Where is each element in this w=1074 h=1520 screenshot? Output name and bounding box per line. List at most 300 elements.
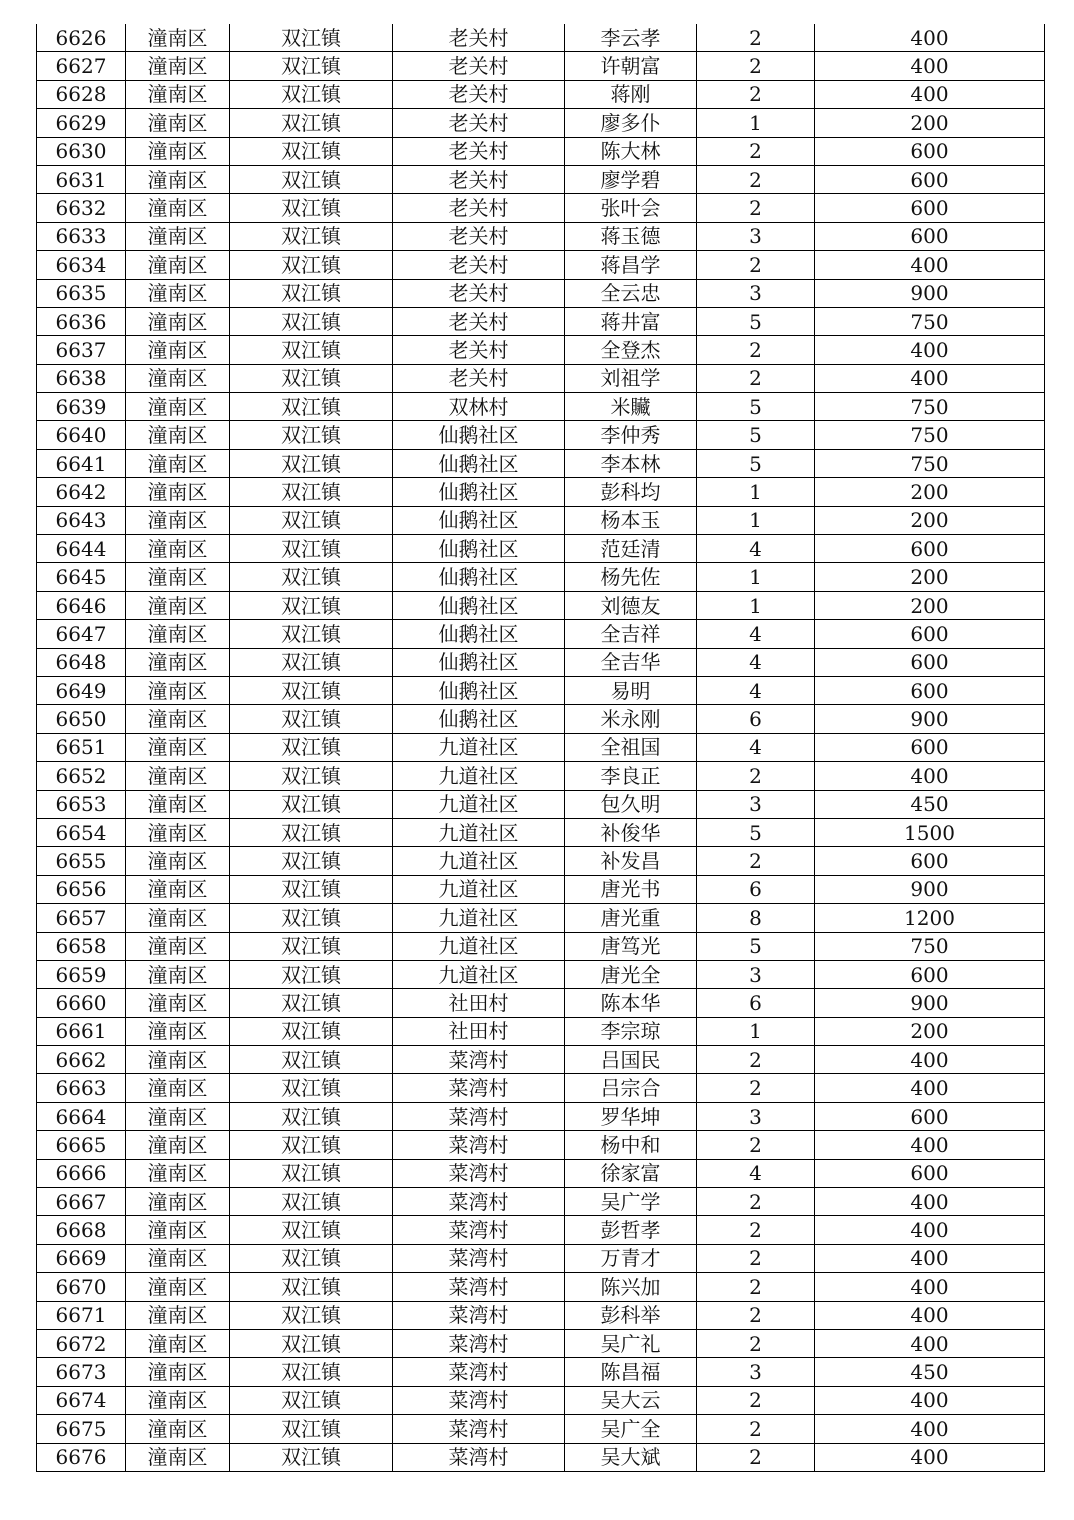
row-number-cell: 6672 — [37, 1329, 126, 1357]
row-number-cell: 6659 — [37, 960, 126, 988]
row-number-cell: 6673 — [37, 1358, 126, 1386]
town-cell: 双江镇 — [230, 80, 393, 108]
district-cell: 潼南区 — [126, 960, 230, 988]
town-cell: 双江镇 — [230, 1188, 393, 1216]
name-cell: 李云孝 — [565, 24, 697, 52]
amount-cell: 600 — [815, 648, 1045, 676]
household-size-cell: 2 — [697, 1216, 815, 1244]
household-size-cell: 2 — [697, 1244, 815, 1272]
amount-cell: 450 — [815, 790, 1045, 818]
district-cell: 潼南区 — [126, 904, 230, 932]
table-row — [37, 1358, 1045, 1386]
town-cell: 双江镇 — [230, 620, 393, 648]
name-cell: 廖学碧 — [565, 165, 697, 193]
table-row — [37, 52, 1045, 80]
town-cell: 双江镇 — [230, 1415, 393, 1443]
village-cell: 九道社区 — [393, 762, 565, 790]
table-row — [37, 1216, 1045, 1244]
village-cell: 仙鹅社区 — [393, 478, 565, 506]
household-size-cell: 2 — [697, 24, 815, 52]
name-cell: 蒋井富 — [565, 307, 697, 335]
district-cell: 潼南区 — [126, 1244, 230, 1272]
row-number-cell: 6638 — [37, 364, 126, 392]
name-cell: 陈大林 — [565, 137, 697, 165]
name-cell: 吴广学 — [565, 1188, 697, 1216]
table-row — [37, 1046, 1045, 1074]
name-cell: 徐家富 — [565, 1159, 697, 1187]
row-number-cell: 6633 — [37, 222, 126, 250]
household-size-cell: 4 — [697, 535, 815, 563]
household-size-cell: 3 — [697, 1358, 815, 1386]
household-size-cell: 2 — [697, 1386, 815, 1414]
town-cell: 双江镇 — [230, 989, 393, 1017]
table-row — [37, 1273, 1045, 1301]
name-cell: 万青才 — [565, 1244, 697, 1272]
town-cell: 双江镇 — [230, 1074, 393, 1102]
town-cell: 双江镇 — [230, 648, 393, 676]
village-cell: 仙鹅社区 — [393, 705, 565, 733]
name-cell: 米贜 — [565, 393, 697, 421]
amount-cell: 400 — [815, 1188, 1045, 1216]
amount-cell: 200 — [815, 478, 1045, 506]
town-cell: 双江镇 — [230, 591, 393, 619]
row-number-cell: 6649 — [37, 676, 126, 704]
district-cell: 潼南区 — [126, 165, 230, 193]
table-row — [37, 847, 1045, 875]
amount-cell: 600 — [815, 847, 1045, 875]
village-cell: 菜湾村 — [393, 1386, 565, 1414]
village-cell: 九道社区 — [393, 904, 565, 932]
row-number-cell: 6651 — [37, 733, 126, 761]
row-number-cell: 6630 — [37, 137, 126, 165]
table-row — [37, 222, 1045, 250]
row-number-cell: 6667 — [37, 1188, 126, 1216]
row-number-cell: 6644 — [37, 535, 126, 563]
village-cell: 仙鹅社区 — [393, 421, 565, 449]
row-number-cell: 6645 — [37, 563, 126, 591]
village-cell: 仙鹅社区 — [393, 591, 565, 619]
amount-cell: 600 — [815, 1159, 1045, 1187]
household-size-cell: 3 — [697, 960, 815, 988]
amount-cell: 400 — [815, 1386, 1045, 1414]
household-size-cell: 2 — [697, 1131, 815, 1159]
row-number-cell: 6648 — [37, 648, 126, 676]
town-cell: 双江镇 — [230, 52, 393, 80]
amount-cell: 400 — [815, 1329, 1045, 1357]
name-cell: 米永刚 — [565, 705, 697, 733]
town-cell: 双江镇 — [230, 506, 393, 534]
name-cell: 杨本玉 — [565, 506, 697, 534]
town-cell: 双江镇 — [230, 1102, 393, 1130]
table-row — [37, 960, 1045, 988]
village-cell: 菜湾村 — [393, 1301, 565, 1329]
village-cell: 菜湾村 — [393, 1131, 565, 1159]
town-cell: 双江镇 — [230, 137, 393, 165]
village-cell: 菜湾村 — [393, 1188, 565, 1216]
table-row — [37, 932, 1045, 960]
name-cell: 全云忠 — [565, 279, 697, 307]
row-number-cell: 6642 — [37, 478, 126, 506]
table-row — [37, 194, 1045, 222]
name-cell: 全吉祥 — [565, 620, 697, 648]
district-cell: 潼南区 — [126, 733, 230, 761]
town-cell: 双江镇 — [230, 1017, 393, 1045]
amount-cell: 200 — [815, 109, 1045, 137]
town-cell: 双江镇 — [230, 393, 393, 421]
town-cell: 双江镇 — [230, 1358, 393, 1386]
town-cell: 双江镇 — [230, 960, 393, 988]
name-cell: 吴大云 — [565, 1386, 697, 1414]
name-cell: 吴广礼 — [565, 1329, 697, 1357]
row-number-cell: 6670 — [37, 1273, 126, 1301]
household-size-cell: 3 — [697, 1102, 815, 1130]
household-size-cell: 8 — [697, 904, 815, 932]
town-cell: 双江镇 — [230, 818, 393, 846]
row-number-cell: 6674 — [37, 1386, 126, 1414]
table-row — [37, 818, 1045, 846]
district-cell: 潼南区 — [126, 762, 230, 790]
name-cell: 蒋玉德 — [565, 222, 697, 250]
household-size-cell: 2 — [697, 1415, 815, 1443]
town-cell: 双江镇 — [230, 109, 393, 137]
village-cell: 仙鹅社区 — [393, 620, 565, 648]
village-cell: 菜湾村 — [393, 1244, 565, 1272]
row-number-cell: 6634 — [37, 251, 126, 279]
village-cell: 老关村 — [393, 165, 565, 193]
household-size-cell: 2 — [697, 52, 815, 80]
household-size-cell: 4 — [697, 733, 815, 761]
town-cell: 双江镇 — [230, 762, 393, 790]
row-number-cell: 6664 — [37, 1102, 126, 1130]
town-cell: 双江镇 — [230, 1329, 393, 1357]
household-size-cell: 1 — [697, 1017, 815, 1045]
household-size-cell: 2 — [697, 251, 815, 279]
table-row — [37, 24, 1045, 52]
row-number-cell: 6653 — [37, 790, 126, 818]
town-cell: 双江镇 — [230, 24, 393, 52]
row-number-cell: 6626 — [37, 24, 126, 52]
household-size-cell: 1 — [697, 506, 815, 534]
amount-cell: 400 — [815, 1216, 1045, 1244]
row-number-cell: 6669 — [37, 1244, 126, 1272]
name-cell: 彭科均 — [565, 478, 697, 506]
row-number-cell: 6641 — [37, 449, 126, 477]
district-cell: 潼南区 — [126, 393, 230, 421]
district-cell: 潼南区 — [126, 1188, 230, 1216]
village-cell: 社田村 — [393, 1017, 565, 1045]
table-row — [37, 137, 1045, 165]
district-cell: 潼南区 — [126, 307, 230, 335]
household-size-cell: 2 — [697, 165, 815, 193]
row-number-cell: 6635 — [37, 279, 126, 307]
table-row — [37, 1415, 1045, 1443]
household-size-cell: 6 — [697, 989, 815, 1017]
district-cell: 潼南区 — [126, 818, 230, 846]
row-number-cell: 6668 — [37, 1216, 126, 1244]
household-size-cell: 2 — [697, 137, 815, 165]
town-cell: 双江镇 — [230, 1273, 393, 1301]
amount-cell: 600 — [815, 620, 1045, 648]
name-cell: 陈本华 — [565, 989, 697, 1017]
district-cell: 潼南区 — [126, 80, 230, 108]
village-cell: 老关村 — [393, 24, 565, 52]
table-row — [37, 165, 1045, 193]
name-cell: 唐光全 — [565, 960, 697, 988]
district-cell: 潼南区 — [126, 1443, 230, 1471]
amount-cell: 400 — [815, 1273, 1045, 1301]
village-cell: 仙鹅社区 — [393, 449, 565, 477]
amount-cell: 1500 — [815, 818, 1045, 846]
town-cell: 双江镇 — [230, 1244, 393, 1272]
table-row — [37, 449, 1045, 477]
village-cell: 九道社区 — [393, 875, 565, 903]
village-cell: 老关村 — [393, 364, 565, 392]
village-cell: 九道社区 — [393, 847, 565, 875]
name-cell: 吴广全 — [565, 1415, 697, 1443]
name-cell: 李良正 — [565, 762, 697, 790]
district-cell: 潼南区 — [126, 1358, 230, 1386]
table-row — [37, 904, 1045, 932]
table-row — [37, 790, 1045, 818]
district-cell: 潼南区 — [126, 847, 230, 875]
district-cell: 潼南区 — [126, 648, 230, 676]
table-row — [37, 591, 1045, 619]
roster-table — [36, 24, 1045, 1472]
village-cell: 九道社区 — [393, 818, 565, 846]
household-size-cell: 3 — [697, 279, 815, 307]
amount-cell: 400 — [815, 251, 1045, 279]
row-number-cell: 6639 — [37, 393, 126, 421]
table-row — [37, 620, 1045, 648]
household-size-cell: 6 — [697, 875, 815, 903]
household-size-cell: 5 — [697, 393, 815, 421]
amount-cell: 200 — [815, 591, 1045, 619]
amount-cell: 600 — [815, 960, 1045, 988]
table-row — [37, 563, 1045, 591]
table-row — [37, 478, 1045, 506]
name-cell: 补发昌 — [565, 847, 697, 875]
town-cell: 双江镇 — [230, 1301, 393, 1329]
household-size-cell: 1 — [697, 109, 815, 137]
village-cell: 双林村 — [393, 393, 565, 421]
district-cell: 潼南区 — [126, 449, 230, 477]
district-cell: 潼南区 — [126, 194, 230, 222]
district-cell: 潼南区 — [126, 1046, 230, 1074]
row-number-cell: 6656 — [37, 875, 126, 903]
row-number-cell: 6663 — [37, 1074, 126, 1102]
table-row — [37, 1188, 1045, 1216]
name-cell: 陈昌福 — [565, 1358, 697, 1386]
amount-cell: 450 — [815, 1358, 1045, 1386]
town-cell: 双江镇 — [230, 279, 393, 307]
district-cell: 潼南区 — [126, 1415, 230, 1443]
row-number-cell: 6660 — [37, 989, 126, 1017]
row-number-cell: 6646 — [37, 591, 126, 619]
table-row — [37, 676, 1045, 704]
table-row — [37, 421, 1045, 449]
town-cell: 双江镇 — [230, 478, 393, 506]
household-size-cell: 1 — [697, 478, 815, 506]
amount-cell: 400 — [815, 24, 1045, 52]
amount-cell: 400 — [815, 80, 1045, 108]
town-cell: 双江镇 — [230, 563, 393, 591]
town-cell: 双江镇 — [230, 932, 393, 960]
table-row — [37, 251, 1045, 279]
household-size-cell: 5 — [697, 932, 815, 960]
town-cell: 双江镇 — [230, 904, 393, 932]
village-cell: 菜湾村 — [393, 1329, 565, 1357]
town-cell: 双江镇 — [230, 1131, 393, 1159]
district-cell: 潼南区 — [126, 989, 230, 1017]
household-size-cell: 2 — [697, 847, 815, 875]
district-cell: 潼南区 — [126, 478, 230, 506]
household-size-cell: 2 — [697, 1273, 815, 1301]
name-cell: 张叶会 — [565, 194, 697, 222]
row-number-cell: 6652 — [37, 762, 126, 790]
village-cell: 九道社区 — [393, 932, 565, 960]
district-cell: 潼南区 — [126, 222, 230, 250]
row-number-cell: 6637 — [37, 336, 126, 364]
district-cell: 潼南区 — [126, 535, 230, 563]
table-row — [37, 1244, 1045, 1272]
district-cell: 潼南区 — [126, 336, 230, 364]
town-cell: 双江镇 — [230, 251, 393, 279]
household-size-cell: 1 — [697, 563, 815, 591]
amount-cell: 1200 — [815, 904, 1045, 932]
amount-cell: 400 — [815, 1046, 1045, 1074]
amount-cell: 900 — [815, 875, 1045, 903]
amount-cell: 400 — [815, 52, 1045, 80]
amount-cell: 600 — [815, 222, 1045, 250]
household-size-cell: 2 — [697, 364, 815, 392]
village-cell: 老关村 — [393, 80, 565, 108]
amount-cell: 750 — [815, 449, 1045, 477]
household-size-cell: 5 — [697, 449, 815, 477]
town-cell: 双江镇 — [230, 1159, 393, 1187]
village-cell: 老关村 — [393, 251, 565, 279]
table-row — [37, 393, 1045, 421]
table-row — [37, 80, 1045, 108]
row-number-cell: 6650 — [37, 705, 126, 733]
district-cell: 潼南区 — [126, 620, 230, 648]
amount-cell: 600 — [815, 676, 1045, 704]
name-cell: 彭科举 — [565, 1301, 697, 1329]
district-cell: 潼南区 — [126, 1273, 230, 1301]
village-cell: 菜湾村 — [393, 1273, 565, 1301]
district-cell: 潼南区 — [126, 421, 230, 449]
town-cell: 双江镇 — [230, 705, 393, 733]
district-cell: 潼南区 — [126, 790, 230, 818]
household-size-cell: 5 — [697, 818, 815, 846]
name-cell: 彭哲孝 — [565, 1216, 697, 1244]
village-cell: 仙鹅社区 — [393, 648, 565, 676]
name-cell: 唐光书 — [565, 875, 697, 903]
name-cell: 蒋刚 — [565, 80, 697, 108]
table-row — [37, 705, 1045, 733]
name-cell: 补俊华 — [565, 818, 697, 846]
district-cell: 潼南区 — [126, 932, 230, 960]
name-cell: 吴大斌 — [565, 1443, 697, 1471]
amount-cell: 400 — [815, 364, 1045, 392]
village-cell: 菜湾村 — [393, 1415, 565, 1443]
amount-cell: 600 — [815, 194, 1045, 222]
district-cell: 潼南区 — [126, 251, 230, 279]
amount-cell: 400 — [815, 336, 1045, 364]
name-cell: 杨先佐 — [565, 563, 697, 591]
amount-cell: 600 — [815, 733, 1045, 761]
name-cell: 包久明 — [565, 790, 697, 818]
village-cell: 仙鹅社区 — [393, 563, 565, 591]
household-size-cell: 4 — [697, 648, 815, 676]
village-cell: 老关村 — [393, 336, 565, 364]
household-size-cell: 2 — [697, 1046, 815, 1074]
district-cell: 潼南区 — [126, 1216, 230, 1244]
village-cell: 菜湾村 — [393, 1074, 565, 1102]
district-cell: 潼南区 — [126, 506, 230, 534]
district-cell: 潼南区 — [126, 1159, 230, 1187]
name-cell: 唐光重 — [565, 904, 697, 932]
district-cell: 潼南区 — [126, 1386, 230, 1414]
district-cell: 潼南区 — [126, 24, 230, 52]
village-cell: 老关村 — [393, 109, 565, 137]
amount-cell: 900 — [815, 989, 1045, 1017]
district-cell: 潼南区 — [126, 109, 230, 137]
table-row — [37, 989, 1045, 1017]
table-row — [37, 762, 1045, 790]
row-number-cell: 6628 — [37, 80, 126, 108]
district-cell: 潼南区 — [126, 1329, 230, 1357]
household-size-cell: 4 — [697, 1159, 815, 1187]
town-cell: 双江镇 — [230, 222, 393, 250]
town-cell: 双江镇 — [230, 875, 393, 903]
village-cell: 菜湾村 — [393, 1358, 565, 1386]
amount-cell: 400 — [815, 1131, 1045, 1159]
household-size-cell: 2 — [697, 1188, 815, 1216]
district-cell: 潼南区 — [126, 875, 230, 903]
district-cell: 潼南区 — [126, 705, 230, 733]
table-row — [37, 1017, 1045, 1045]
village-cell: 九道社区 — [393, 960, 565, 988]
name-cell: 李本林 — [565, 449, 697, 477]
amount-cell: 200 — [815, 563, 1045, 591]
amount-cell: 400 — [815, 1074, 1045, 1102]
household-size-cell: 2 — [697, 1329, 815, 1357]
household-size-cell: 5 — [697, 307, 815, 335]
amount-cell: 900 — [815, 279, 1045, 307]
household-size-cell: 2 — [697, 1301, 815, 1329]
name-cell: 陈兴加 — [565, 1273, 697, 1301]
district-cell: 潼南区 — [126, 676, 230, 704]
amount-cell: 200 — [815, 506, 1045, 534]
household-size-cell: 2 — [697, 80, 815, 108]
town-cell: 双江镇 — [230, 421, 393, 449]
town-cell: 双江镇 — [230, 364, 393, 392]
household-size-cell: 5 — [697, 421, 815, 449]
village-cell: 仙鹅社区 — [393, 535, 565, 563]
name-cell: 李宗琼 — [565, 1017, 697, 1045]
district-cell: 潼南区 — [126, 591, 230, 619]
village-cell: 菜湾村 — [393, 1216, 565, 1244]
table-row — [37, 336, 1045, 364]
amount-cell: 900 — [815, 705, 1045, 733]
row-number-cell: 6665 — [37, 1131, 126, 1159]
household-size-cell: 1 — [697, 591, 815, 619]
name-cell: 全吉华 — [565, 648, 697, 676]
table-row — [37, 875, 1045, 903]
table-row — [37, 733, 1045, 761]
town-cell: 双江镇 — [230, 1443, 393, 1471]
district-cell: 潼南区 — [126, 364, 230, 392]
